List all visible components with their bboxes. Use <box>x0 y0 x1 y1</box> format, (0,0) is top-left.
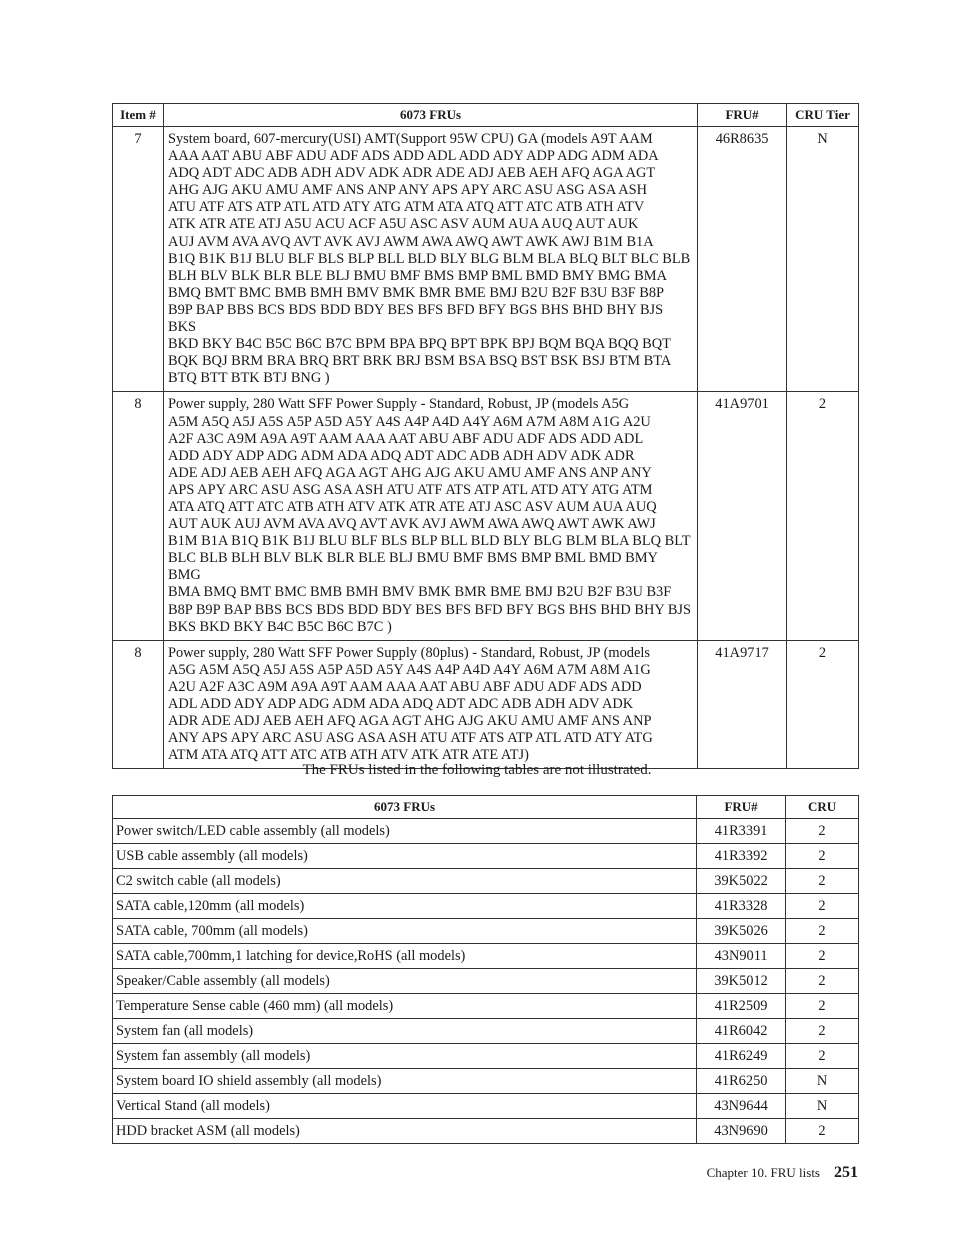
cru-value: 2 <box>786 869 859 894</box>
fru-description: HDD bracket ASM (all models) <box>113 1119 697 1144</box>
cru-value: 2 <box>786 919 859 944</box>
description-line: ATA ATQ ATT ATC ATB ATH ATV ATK ATR ATE ATJ ASC ASV AUM AUA AUQ <box>167 498 657 515</box>
description-line: BKD BKY B4C B5C B6C B7C BPM BPA BPQ BPT BPK BPJ BQM BQA BQQ BQT <box>167 336 671 353</box>
fru-description: Speaker/Cable assembly (all models) <box>113 969 697 994</box>
description-line: ANY APS APY ARC ASU ASG ASA ASH ATU ATF ATS ATP ATL ATD ATY ATG <box>167 730 653 747</box>
description-line: BKS BKD BKY B4C B5C B6C B7C ) <box>167 618 392 635</box>
fru-table-not-illustrated <box>112 795 859 1144</box>
cru-value: N <box>786 1094 859 1119</box>
description-line: A5G A5M A5Q A5J A5S A5P A5D A5Y A4S A4P A4D A4Y A6M A7M A8M A1G <box>167 661 651 678</box>
table-row <box>113 127 859 392</box>
table-header-row <box>113 796 859 819</box>
cru-tier: N <box>787 127 859 392</box>
chapter-label: Chapter 10. FRU lists <box>706 1165 820 1180</box>
table-row <box>113 969 859 994</box>
description-line: AAA AAT ABU ABF ADU ADF ADS ADD ADL ADD ADY ADP ADG ADM ADA <box>167 148 659 165</box>
fru-number: 41A9717 <box>698 640 787 769</box>
table-row <box>113 819 859 844</box>
fru-number: 39K5026 <box>697 919 786 944</box>
table-row <box>113 1069 859 1094</box>
fru-number: 41A9701 <box>698 392 787 640</box>
description-line: BQK BQJ BRM BRA BRQ BRT BRK BRJ BSM BSA BSQ BST BSK BSJ BTM BTA <box>167 353 672 370</box>
description-line: AHG AJG AKU AMU AMF ANS ANP ANY APS APY ARC ASU ASG ASA ASH <box>167 182 648 199</box>
cru-value: 2 <box>786 994 859 1019</box>
not-illustrated-note: The FRUs listed in the following tables are not illustrated. <box>302 762 652 778</box>
fru-number: 39K5022 <box>697 869 786 894</box>
header-frus: 6073 FRUs <box>113 796 697 819</box>
description-line: BLH BLV BLK BLR BLE BLJ BMU BMF BMS BMP BML BMD BMY BMG BMA <box>167 267 667 284</box>
page-footer <box>707 1164 858 1182</box>
header-frus: 6073 FRUs <box>163 104 697 127</box>
header-cru: CRU <box>786 796 859 819</box>
header-cru-tier: CRU Tier <box>787 104 859 127</box>
fru-number: 41R3328 <box>697 894 786 919</box>
item-number: 7 <box>113 127 164 392</box>
description-line: B8P B9P BAP BBS BCS BDS BDD BDY BES BFS BFD BFY BGS BHS BHD BHY BJS <box>167 601 692 618</box>
header-fru-number: FRU# <box>698 104 787 127</box>
table-row <box>113 1019 859 1044</box>
cru-value: 2 <box>786 894 859 919</box>
description-line: ATK ATR ATE ATJ A5U ACU ACF A5U ASC ASV AUM AUA AUQ AUT AUK <box>167 216 639 233</box>
table-row <box>113 844 859 869</box>
fru-description: System fan assembly (all models) <box>113 1044 697 1069</box>
description-line: BLC BLB BLH BLV BLK BLR BLE BLJ BMU BMF BMS BMP BML BMD BMY BMG <box>167 550 658 584</box>
fru-number: 39K5012 <box>697 969 786 994</box>
description-line: A2F A3C A9M A9A A9T AAM AAA AAT ABU ABF ADU ADF ADS ADD ADL <box>167 430 644 447</box>
description-line: ADQ ADT ADC ADB ADH ADV ADK ADR ADE ADJ AEB AEH AFQ AGA AGT <box>167 165 656 182</box>
fru-number: 41R6250 <box>697 1069 786 1094</box>
cru-value: 2 <box>786 969 859 994</box>
cru-value: 2 <box>786 1119 859 1144</box>
description-line: System board, 607-mercury(USI) AMT(Support 95W CPU) GA (models A9T AAM <box>167 131 653 147</box>
fru-number: 41R2509 <box>697 994 786 1019</box>
fru-description: System board IO shield assembly (all models) <box>113 1069 697 1094</box>
cru-value: 2 <box>786 1019 859 1044</box>
description-line: Power supply, 280 Watt SFF Power Supply (80plus) - Standard, Robust, JP (models <box>167 644 650 661</box>
item-number: 8 <box>113 392 164 640</box>
description-line: A5M A5Q A5J A5S A5P A5D A5Y A4S A4P A4D A4Y A6M A7M A8M A1G A2U <box>167 413 651 430</box>
table-row <box>113 392 859 640</box>
table-row <box>113 1094 859 1119</box>
cru-value: N <box>786 1069 859 1094</box>
fru-description <box>163 127 697 392</box>
fru-number: 46R8635 <box>698 127 787 392</box>
fru-description: System fan (all models) <box>113 1019 697 1044</box>
fru-number: 43N9690 <box>697 1119 786 1144</box>
description-line: APS APY ARC ASU ASG ASA ASH ATU ATF ATS ATP ATL ATD ATY ATG ATM <box>167 481 653 498</box>
description-line: ADL ADD ADY ADP ADG ADM ADA ADQ ADT ADC ADB ADH ADV ADK <box>167 696 634 712</box>
header-fru-number: FRU# <box>697 796 786 819</box>
page-number: 251 <box>834 1164 858 1181</box>
description-line: ADE ADJ AEB AEH AFQ AGA AGT AHG AJG AKU AMU AMF ANS ANP ANY <box>167 464 652 481</box>
fru-description: USB cable assembly (all models) <box>113 844 697 869</box>
header-item: Item # <box>113 104 164 127</box>
description-line: ATU ATF ATS ATP ATL ATD ATY ATG ATM ATA ATQ ATT ATC ATB ATH ATV <box>167 199 645 216</box>
description-line: AUT AUK AUJ AVM AVA AVQ AVT AVK AVJ AWM AWA AWQ AWT AWK AWJ <box>167 516 656 533</box>
description-line: BTQ BTT BTK BTJ BNG ) <box>167 370 330 387</box>
table-row <box>113 1119 859 1144</box>
fru-description: SATA cable, 700mm (all models) <box>113 919 697 944</box>
fru-description: Temperature Sense cable (460 mm) (all models) <box>113 994 697 1019</box>
fru-description <box>163 392 697 640</box>
cru-tier: 2 <box>787 640 859 769</box>
fru-table-illustrated <box>112 103 859 769</box>
fru-number: 43N9011 <box>697 944 786 969</box>
description-line: B9P BAP BBS BCS BDS BDD BDY BES BFS BFD BFY BGS BHS BHD BHY BJS BKS <box>167 301 664 336</box>
table-row <box>113 919 859 944</box>
table-header-row <box>113 104 859 127</box>
fru-description: Vertical Stand (all models) <box>113 1094 697 1119</box>
table-row <box>113 869 859 894</box>
fru-number: 43N9644 <box>697 1094 786 1119</box>
fru-number: 41R3392 <box>697 844 786 869</box>
description-line: B1Q B1K B1J BLU BLF BLS BLP BLL BLD BLY BLG BLM BLA BLQ BLT BLC BLB <box>167 250 691 267</box>
cru-value: 2 <box>786 1044 859 1069</box>
cru-value: 2 <box>786 844 859 869</box>
fru-description: SATA cable,700mm,1 latching for device,RoHS (all models) <box>113 944 697 969</box>
description-line: ADD ADY ADP ADG ADM ADA ADQ ADT ADC ADB ADH ADV ADK ADR <box>167 447 635 464</box>
description-line: BMA BMQ BMT BMC BMB BMH BMV BMK BMR BME BMJ B2U B2F B3U B3F <box>167 584 672 601</box>
description-line: A2U A2F A3C A9M A9A A9T AAM AAA AAT ABU ABF ADU ADF ADS ADD <box>167 678 642 695</box>
description-line: Power supply, 280 Watt SFF Power Supply - Standard, Robust, JP (models A5G <box>167 396 630 413</box>
description-line: ATM ATA ATQ ATT ATC ATB ATH ATV ATK ATR ATE ATJ) <box>167 747 529 764</box>
description-line: AUJ AVM AVA AVQ AVT AVK AVJ AWM AWA AWQ AWT AWK AWJ B1M B1A <box>167 233 654 250</box>
table-row <box>113 944 859 969</box>
description-line: B1M B1A B1Q B1K B1J BLU BLF BLS BLP BLL BLD BLY BLG BLM BLA BLQ BLT <box>167 533 691 550</box>
fru-description: C2 switch cable (all models) <box>113 869 697 894</box>
cru-value: 2 <box>786 944 859 969</box>
table-row <box>113 1044 859 1069</box>
description-line: BMQ BMT BMC BMB BMH BMV BMK BMR BME BMJ B2U B2F B3U B3F B8P <box>167 284 665 301</box>
fru-number: 41R6249 <box>697 1044 786 1069</box>
fru-number: 41R3391 <box>697 819 786 844</box>
fru-number: 41R6042 <box>697 1019 786 1044</box>
description-line: ADR ADE ADJ AEB AEH AFQ AGA AGT AHG AJG AKU AMU AMF ANS ANP <box>167 713 652 730</box>
cru-tier: 2 <box>787 392 859 640</box>
item-number: 8 <box>113 640 164 769</box>
fru-description: Power switch/LED cable assembly (all models) <box>113 819 697 844</box>
table-row <box>113 894 859 919</box>
cru-value: 2 <box>786 819 859 844</box>
table-row <box>113 640 859 769</box>
fru-description <box>163 640 697 769</box>
table-row <box>113 994 859 1019</box>
fru-description: SATA cable,120mm (all models) <box>113 894 697 919</box>
